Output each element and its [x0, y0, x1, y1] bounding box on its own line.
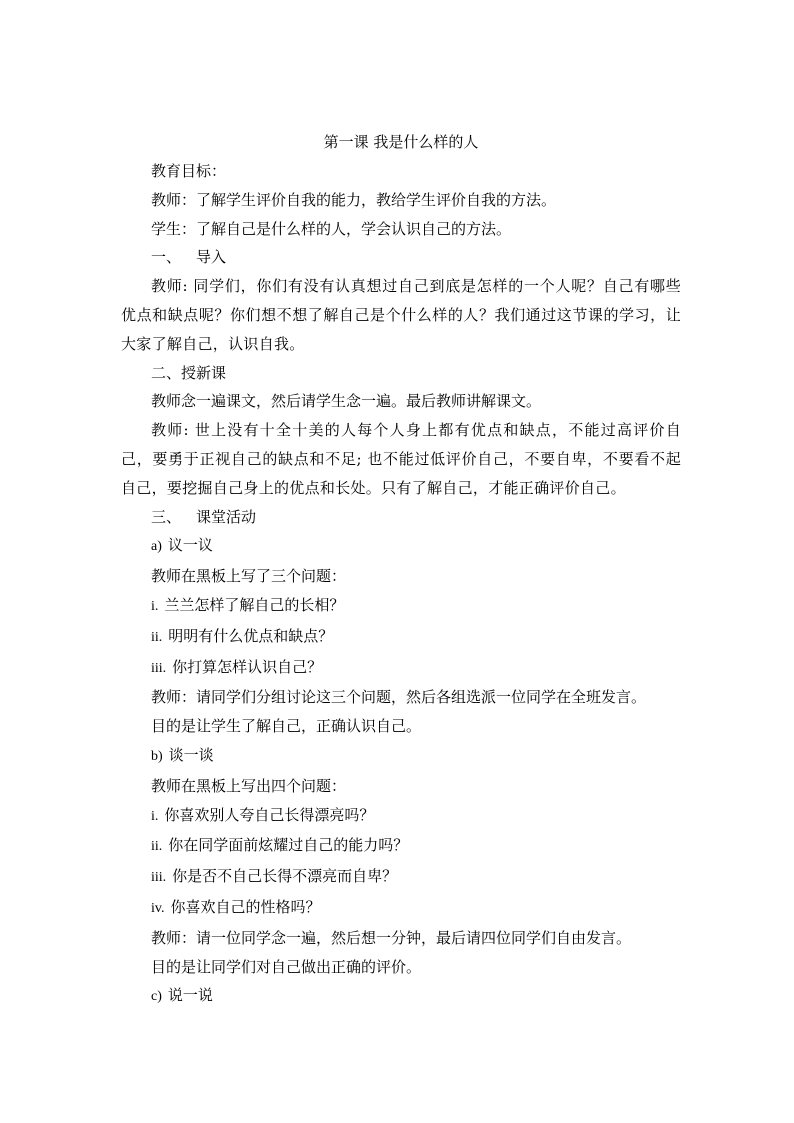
activity-a-question — [121, 653, 681, 684]
question-marker: ii. — [151, 629, 163, 645]
teach-paragraph-2: 教师: 世上没有十全十美的人每个人身上都有优点和缺点，不能过高评价自己，要勇于正视自己的缺点和不足; 也不能过低评价自己，不要自卑，不要看不起自己，要挖掘自己身上的优点和长处。只有了解自己，才能正确评价自己。 — [121, 421, 681, 497]
section-1-heading — [121, 243, 681, 272]
activity-a-question — [121, 591, 681, 622]
activity-a-marker: a) — [151, 539, 162, 555]
section-3-heading — [121, 503, 681, 532]
goal-student: 学生：了解自己是什么样的人，学会认识自己的方法。 — [151, 219, 512, 238]
question-marker: iii. — [151, 870, 167, 886]
activity-a-question — [121, 622, 681, 653]
question-marker: iv. — [151, 900, 165, 916]
activity-b-question — [121, 862, 681, 893]
activity-a-teacher-line-1: 教师：请同学们分组讨论这三个问题，然后各组选派一位同学在全班发言。 — [151, 688, 647, 707]
goal-teacher: 教师：了解学生评价自我的能力，教给学生评价自我的方法。 — [151, 190, 557, 209]
lesson-title: 第一课 我是什么样的人 — [323, 133, 479, 151]
question-marker: iii. — [151, 660, 167, 676]
teach-paragraph-1: 教师念一遍课文，然后请学生念一遍。最后教师讲解课文。 — [151, 392, 542, 411]
section-1-title: 导入 — [196, 248, 227, 267]
section-3-title: 课堂活动 — [196, 507, 257, 526]
activity-b-teacher-line-2: 目的是让同学们对自己做出正确的评价。 — [151, 957, 422, 976]
intro-paragraph: 教师: 同学们，你们有没有认真想过自己到底是怎样的一个人呢？自己有哪些优点和缺点呢？你们想不想了解自己是个什么样的人？我们通过这节课的学习，让大家了解自己，认识自我。 — [121, 277, 681, 353]
activity-b-teacher-line-1: 教师：请一位同学念一遍，然后想一分钟，最后请四位同学们自由发言。 — [151, 928, 632, 947]
activity-b-intro: 教师在黑板上写出四个问题： — [151, 776, 347, 795]
question-text: 明明有什么优点和缺点？ — [168, 626, 334, 645]
section-2-title: 二、授新课 — [151, 363, 227, 382]
activity-b-title: 谈一谈 — [168, 745, 214, 764]
section-1-number: 一、 — [151, 248, 182, 267]
activity-c-heading — [121, 981, 681, 1012]
question-marker: i. — [151, 598, 159, 614]
question-text: 你在同学面前炫耀过自己的能力吗？ — [168, 836, 409, 855]
activity-a-title: 议一议 — [167, 536, 213, 555]
activity-c-title: 说一说 — [167, 986, 213, 1005]
activity-b-heading — [121, 741, 681, 772]
activity-b-question — [121, 831, 681, 862]
activity-a-intro: 教师在黑板上写了三个问题： — [151, 567, 347, 586]
activity-a-heading — [121, 531, 681, 562]
activity-c-marker: c) — [151, 989, 162, 1005]
question-text: 兰兰怎样了解自己的长相？ — [164, 595, 345, 614]
question-marker: ii. — [151, 839, 163, 855]
goals-label: 教育目标： — [151, 162, 227, 180]
question-text: 你打算怎样认识自己？ — [172, 657, 323, 676]
section-3-number: 三、 — [151, 507, 182, 526]
activity-a-teacher-line-2: 目的是让学生了解自己，正确认识自己。 — [151, 717, 422, 736]
question-marker: i. — [151, 808, 159, 824]
activity-b-question — [121, 801, 681, 832]
question-text: 你是否不自己长得不漂亮而自卑？ — [172, 867, 398, 886]
question-text: 你喜欢自己的性格吗？ — [170, 897, 321, 916]
activity-b-question — [121, 893, 681, 924]
activity-b-marker: b) — [151, 748, 163, 764]
question-text: 你喜欢别人夸自己长得漂亮吗？ — [164, 805, 375, 824]
section-2-heading — [121, 359, 681, 388]
document-page — [121, 128, 681, 1012]
